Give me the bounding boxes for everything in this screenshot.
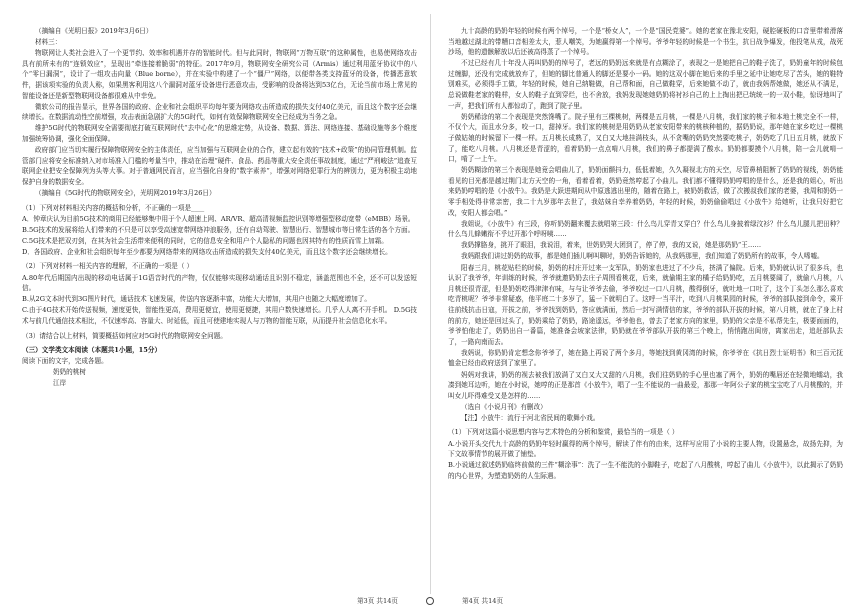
question-2-option-b: B.从2G文本时代到3G图片时代，通话技术飞速发展，传送内容逐渐丰富，功能大大增加，其用户也随之大幅度增加了。 [22,295,371,304]
left-paragraph: 政府部门应当切实履行保障物联网安全的主体责任，应当加强与互联网企业的合作，建立起有效的“技术+政策”的协同管理机制。监管部门应将安全标准纳入对市场准入门槛的考量当中，推动在治理“硬件、食品、药品等重大安全责任事故制度，通过“严刑峻法”追查互联网企业把安全保障列为头等大事。对于普通网民而言，应当强化自身的“数字素养”，增强对网络犯罪行为的辨别力，更为积极主动地保护自身的数据安全。 [22,146,417,186]
story-question-1-option-b: B.小说通过叙述奶奶临终前做的三件“糊涂事”：洗了一生不能洗的小脚鞋子，吃起了八月酸桃，哼起了曲儿《小放牛》，以此揭示了奶奶的内心世界，为塑造奶奶的人生际遇。 [448,461,843,480]
story-paragraph: 妈妈对我讲，奶奶的视去被我们放满了又白又大又甜的八月桃，我们往奶奶的手心里也塞了两个，奶奶的嘴唇还在轻微地蠕动，我凑到她耳边听，她在小时说，她哼的正是那首《小放牛》，唱了一生不能说的一曲最爱，那那一年阿公子家的桃宝宝吃了八月桃酸的，并叫女儿吓得难受又是怎样的…… [448,370,843,400]
story-paragraph: 我妈说，你奶奶肯定想念你爷爷了，她在路上再说了两个多月，等她找到黄冈湾的时候，你爷爷在《抗日烈士证明书》和三百元抚恤金已经由政府送到了家里了。 [448,348,843,368]
left-source-1: （摘编自《光明日报》2019年3月6日） [35,27,153,35]
left-paragraph: 微软公司的报告显示，世界各国的政府、企业和社会组织平均每年要为网络攻击所造成的损失支付40亿美元，而且这个数字还会继续增长。在数据流动性空前增强，攻击表面急剧扩大的5G时代，如何有效保障物联网安全已经成为当务之急。 [22,102,417,122]
right-page-number: 第4页 共14页 [462,597,504,605]
material-3-label: 材料三： [35,38,62,47]
binding-hole-icon [426,597,434,605]
story-paragraph: 九十高龄的奶奶年轻的时候有两个绰号，一个是“桥女人”，一个是“国民党婆”。她的老家在豫北安阳，硬腔硬板的口音里带着滑落当地越过湖北的带糟口音相差太大，惹人嘲笑，为她赢得第一个绰号。爷爷年轻的时候是一个书生，抗日战争爆发，他投笔从戎，战死沙场，他的遗骸解放以后还被高得蒸了一个绰号。 [448,27,843,57]
story-paragraph: 我姐说，《小放牛》有三段，你听奶奶翻来覆去就唱第三段：什么鸟儿穿青又穿白？什么鸟儿身披着绿汶衫？什么鸟儿腿儿把田种？什么鸟儿蜂嫩衔不乎过开那个呼呀咦…… [448,219,843,239]
story-paragraph: 奶奶糊涂的第三个表现是她竟会唱曲儿了，奶奶面颤抖力，低低着她，久久凝视北方的天空，尽管鼻梢阻断了奶奶的视线，奶奶能看见的目光都是越过荆门北方天空的一角，看着看着，奶奶竟然哼起了小曲儿。我们都不懂得奶奶哼唱的是什么，还是我的姐心，听出来奶奶哼唱的是《小放牛》。我奶是大跃进期间从中原逃逃出里的，随着在路上，被奶奶救活，做了次搬叔我们家的老婆，我周和奶奶一零手相处得非常亲密，我二十九岁那年去世了，我姑妹自幸养着奶奶，年轻的时候，奶奶偷偷唱过《小放牛》给她听，让我只好把它改，安阳人都会唱。” [448,166,843,217]
story-question-1-option-a: A.小说开头交代九十高龄的奶奶年轻时赢得的两个绰号，解读了伴有的由来，这样写应用了小说的主要人物，设置悬念，故扬先抑，为下文故事情节的展开做了铺垫。 [448,439,843,459]
question-2-option-a: A.80年代后期国内出现的移动电话属于1G语音时代的产物，仅仅能够实现移动通话且识别不稳定，涵盖范围也不全，还不可以发送短信。 [22,273,417,293]
left-page [22,26,417,592]
question-1-option-d: D．各国政府、企业和社会组织每年至少都要为网络带来的网络攻击所造成的损失支付40亿美元，而且这个数字还会继续增长。 [22,247,392,256]
question-2: （2）下列对材料一相关内容的理解，不正确的一项是（ ） [22,262,194,271]
story-note: 【注】小放牛：流行于河北省民间的歌舞小戏。 [461,413,600,422]
story-paragraph: 我妈跟我们讲过奶奶的故事，都是她们插儿啊叫聊时，奶奶告诉她的，从我妈那里，我们知道了奶奶所有的故事，令人唏嘘。 [461,252,824,261]
section-heading: （三）文学类文本阅读（本题共1小题，15分） [22,346,162,355]
page-divider [430,14,431,594]
page-footer [0,595,860,605]
left-source-2: （摘编自《5G时代的物联网安全》，光明网2019年3月26日） [35,188,216,197]
left-paragraph: 维护5G时代的物联网安全需要彻底打破互联网时代“去中心化”的思维定势，从设备、数据、算法、网络连接、基础设施等多个维度加强统筹协调，强化全面保障。 [22,124,417,143]
story-paragraph: 奶奶稀涂的第二个表现是突然馋嘴了。院子里有三棵桃树，两棵是五月桃，一棵是八月桃，我们家的桃子和本地土桃完全不一样，不仅个大，而且水分多，咬一口，甜掉牙。我们家的桃树是用奶奶从老家安阳带来的桃核种植的，据奶奶说，那年她在家乡吃过一棵桃子做姑娘的时候留下一棵一样。五月桃长成熟了，又白又大地挂满枝头，从不贪嘴的奶奶突然要吃桃子，奶奶吃了几日五月桃，就放下了，能吃八月桃。八月桃还是青涩的，看着奶奶一点点啃八月桃，我们的鼻子都提满了酸水。奶奶都要摸个八月桃，陪一会儿就啃一口，啃了一上午。 [448,112,843,164]
question-3: （3）请结合以上材料，简要概括如何应对5G时代的物联网安全问题。 [22,331,227,340]
question-1-option-b: B.5G技术的发展将给人们带来的不只是可以享受高速宽带网络冲浪服务，还有自动驾驶、智慧出行、智慧城市等日常生活的各个方面。 [22,225,415,234]
question-1: （1）下列对材料相关内容的概括和分析，不正确的一项是____ [22,203,205,212]
reading-instruction: 阅读下面的文字，完成各题。 [22,357,108,366]
question-2-option-cd: C.由于4G技术开始传送视频，速度更快，智能性更高，费用更便宜，使用更便捷，其用户数快速增长。几乎人人离不开手机。 D.5G技术与前几代通信技术相比，不仅速率高、容量大、时延低，而且可使建地实现人与万物的智能互联，从而提升社会信息化水平。 [22,306,417,325]
left-page-number: 第3页 共14页 [356,597,398,605]
left-paragraph: 物联网让人类社会进入了一个更节约、效率和机遇并存的智能时代。但与此同时，物联网“万物互联”的这种属性，也易使网络攻击具有前所未有的“连锁效应”，呈现出“牵连接着脆弱”的特征。2017年9月，物联网安全研究公司（Armis）通过利用蓝牙协议中的八个“零日漏洞”，设计了一组攻击向量（Blue borne），并在实验中构建了一个“僵尸”网络，以便带各类支持蓝牙的设备，传播恶意软件，据该项实验的负责人称，如果黑客利用这八个漏洞对蓝牙设备进行恶意攻击，受影响的设备将达到53亿台，无论当前市场上常见的智能设备还是新型物联网设备都很难从中幸免。 [22,49,417,100]
question-1-option-a: A．钟章庆认为目前5G技术的商用已经能够集中用于个人超速上网、AR/VR、超高清视频监控识别等增强型移动宽带（eMBB）场景。 [22,214,415,223]
story-paragraph: 不过已经有几十年没人再叫奶奶的绰号了，老远的奶奶远来就是有点糊涂了，表现之一是她把自己的鞋子洗了，奶奶童年的时候包过缠脚，还没有完成就放弃了，但她的脚比普通人的脚还是要小一码。她的这双小脚在她后来的手里之延中让她吃尽了苦头，她的鞋特别难买，必须得手工做，年轻的时候，她自己纳鞋做，自己帮和面，自己做鞋穿，后来她做不动了，就由我妈帮她做，她还从不满足，总说做鞋老家的鞋样，女人的鞋子直到穿烂，也不舍放，我妈发现她她奶奶将衬衫自己的上上掏出把已统统一的一双小鞋，惊讶地叫了一声，把我们所有人都惊动了，跑到了院子里。 [448,59,843,110]
story-title: 奶奶的桃树 [53,368,86,377]
story-paragraph: 我奶撑胳身，挑开了眼泪，我说泪，着来，世奶奶哭大团到了，停了停，我的又说，她是那奶奶“王…… [461,241,762,250]
right-page [448,26,843,592]
story-paragraph: 阳春三月，桃花贴栏的时候，奶奶的村庄开过来一支军队，奶奶家也进过了不少兵，挤满了偏院。后来，奶奶就认识了很多兵，也认识了我爷爷，年训练的时候，爷爷就邀奶奶去庄子周围看桃花，后来，就偷期主家的橘子给奶奶吃，五月桃要阔了，就偷八月桃，八月桃还很青涩，但是奶奶吃得津津有味，与与让爷爷去偷，爷爷咬过一口八月桃，酸得倒牙，就吐地一口吐了，这个丁头怎么那么喜欢吃青桃呢？爷爷非常疑惑，他平庭二十多岁了，猛一下就明白了。这呼一当平汁，吃到八月桃果园的时候，爷爷的部队接到命令，乘开往前线抗击日寇，开拔之前，爷爷找到奶奶，答应就满面，然后一封写满情信的家，爷爷的部队开拔的时候，第八月桃，就在了身上村的前方，她还是回过头了，奶奶乘给了奶奶，路途遥远，爷爷他也，曾去了老家方向的家里，奶奶的父亲是不私帮先生，极要面面的，爷爷怕他走了，奶奶出自一番篇，她准备会坡家法律，奶奶就在爷爷部队开拔的第三个晚上，悄悄跑出闺房，离家出走，追赶部队去了，一路向南而去。 [448,263,843,346]
question-1-option-c: C.5G技术是把双刃剑，在其为社会生活带来便利的同时，它的信息安全和用户个人隐私的问题也因其特有的性质而雪上加霜。 [22,236,388,245]
story-question-1: （1）下列对这篇小说思想内容与艺术特色的分析和鉴赏，最恰当的一项是（ ） [448,428,679,437]
story-source: （选自《小说月刊》有删改） [461,402,547,411]
story-author: 江岸 [53,378,67,387]
